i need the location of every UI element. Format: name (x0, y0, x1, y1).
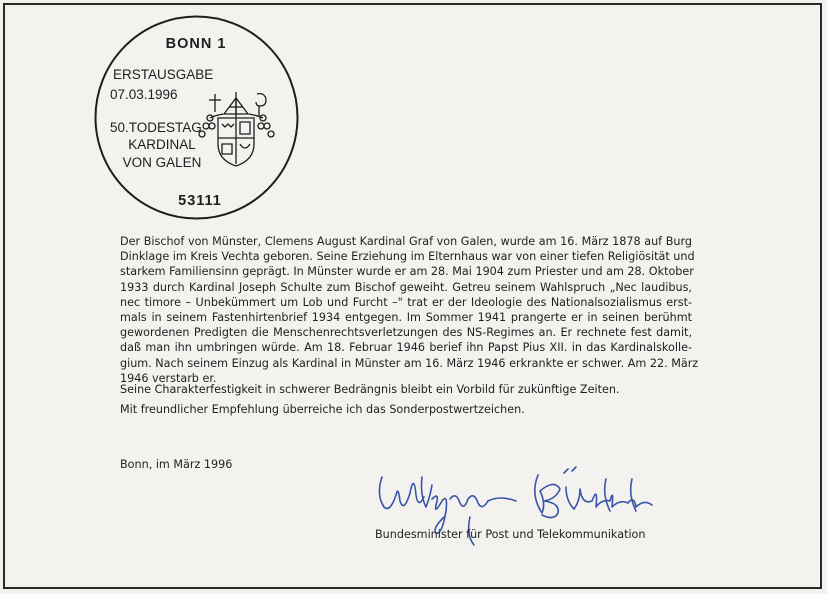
letter-paragraph-2: Seine Charakterfestigkeit in schwerer Bedrängnis bleibt ein Vorbild für zukünftige Zeiten. (120, 383, 620, 396)
paragraph-line: gewordenen Predigten die Menschenrechtsverletzungen des NS-Regimes an. Er rechnete fest damit, (120, 326, 692, 340)
postmark-occasion-line1: 50.TODESTAG (110, 120, 202, 135)
postmark-occasion-line2: KARDINAL (128, 137, 196, 152)
postmark-issue-date: 07.03.1996 (110, 87, 178, 102)
paragraph-line: 1946 verstarb er. (120, 371, 217, 385)
paragraph-line: gium. Nach seinem Einzug als Kardinal in Münster am 16. März 1946 erkrankte er schwer. Am 22. März (120, 356, 699, 370)
place-date: Bonn, im März 1996 (120, 458, 233, 471)
paragraph-line: mals in seinem Fastenhirtenbrief 1934 entgegen. Im Sommer 1941 prangerte er in seinen berühmt (120, 311, 692, 325)
paragraph-line: daß man ihn umbringen würde. Am 18. Februar 1946 berief ihn Papst Pius XII. in das Kardinalskolle- (120, 341, 692, 355)
paragraph-line: nec timore – Unbekümmert um Lob und Furcht –" trat er der Ideologie des Nationalsozialismus erst- (120, 295, 692, 309)
paragraph-line: Dinklage im Kreis Vechta geboren. Seine Erziehung im Elternhaus war von einer tiefen Religiösität und (120, 250, 695, 264)
signer-title: Bundesminister für Post und Telekommunikation (375, 528, 646, 541)
postmark-issue-label: ERSTAUSGABE (113, 67, 214, 82)
postmark-occasion-line3: VON GALEN (122, 155, 202, 170)
letter-paragraph-1 (120, 234, 699, 386)
paragraph-line: 1933 durch Kardinal Joseph Schulte zum Bischof geweiht. Getreu seinem Wahlspruch „Nec laudibus, (120, 280, 692, 294)
paragraph-line: starkem Familiensinn geprägt. In Münster wurde er am 28. Mai 1904 zum Priester und am 28. Oktober (120, 265, 694, 279)
paragraph-line: Der Bischof von Münster, Clemens August Kardinal Graf von Galen, wurde am 16. März 1878 auf Burg (120, 235, 692, 248)
postmark-city: BONN 1 (165, 36, 227, 52)
letter-paragraph-3: Mit freundlicher Empfehlung überreiche ich das Sonderpostwertzeichen. (120, 403, 525, 416)
postmark (93, 14, 300, 221)
coat-of-arms-icon (199, 92, 274, 166)
postmark-postal-code: 53111 (178, 193, 222, 209)
